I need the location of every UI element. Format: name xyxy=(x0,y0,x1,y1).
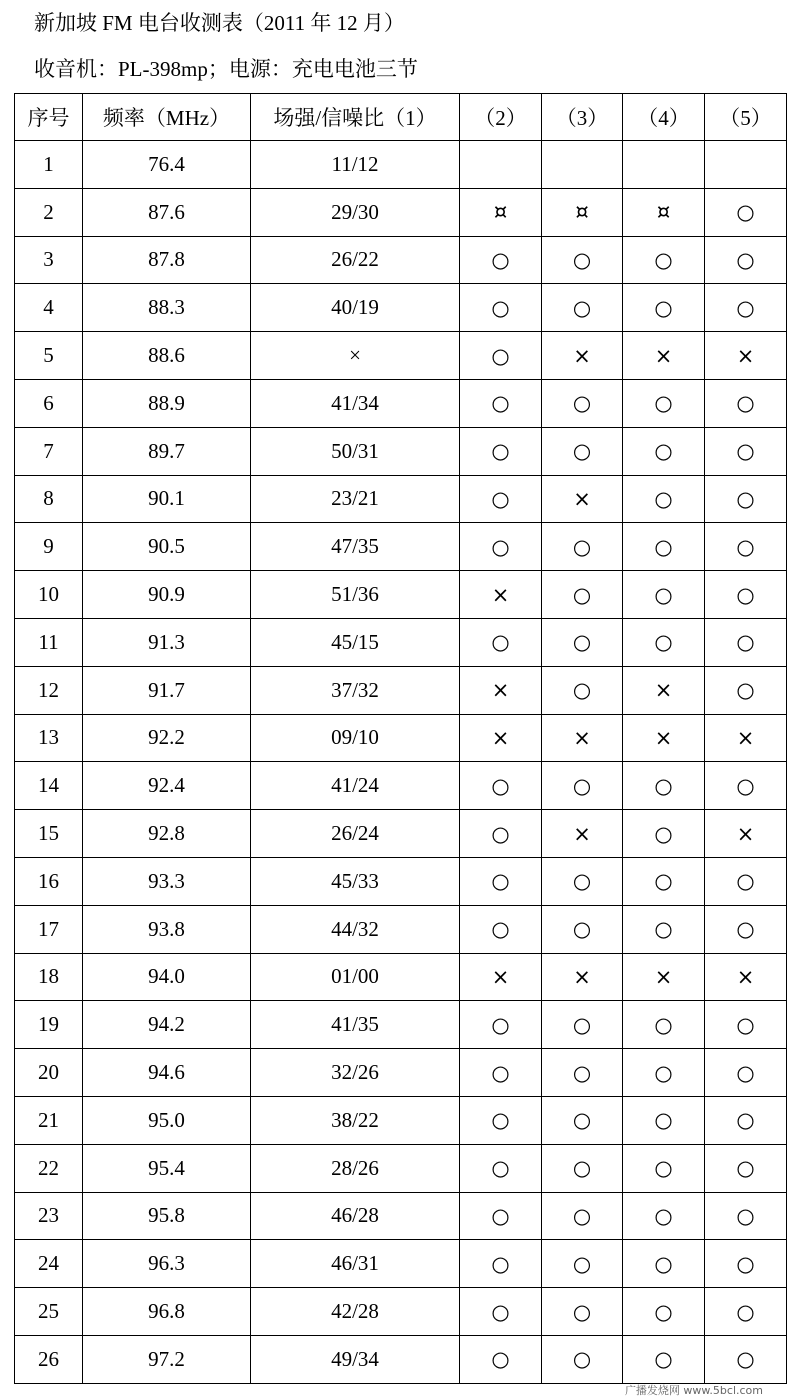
cell-frequency: 93.3 xyxy=(83,857,251,905)
cell-frequency: 95.4 xyxy=(83,1144,251,1192)
cell-col-5: ○ xyxy=(705,236,787,284)
cell-col-5: ○ xyxy=(705,1096,787,1144)
cell-col-5: ○ xyxy=(705,284,787,332)
cell-frequency: 87.8 xyxy=(83,236,251,284)
cell-signal-1: 40/19 xyxy=(251,284,460,332)
header-index: 序号 xyxy=(15,94,83,141)
cell-frequency: 94.6 xyxy=(83,1049,251,1097)
cell-col-3: ○ xyxy=(542,1192,623,1240)
cell-frequency: 96.3 xyxy=(83,1240,251,1288)
cell-col-3: × xyxy=(542,714,623,762)
cell-index: 2 xyxy=(15,188,83,236)
table-row xyxy=(15,762,787,810)
cell-frequency: 87.6 xyxy=(83,188,251,236)
cell-col-5: ○ xyxy=(705,1144,787,1192)
cell-col-5: ○ xyxy=(705,1049,787,1097)
cell-signal-1: 49/34 xyxy=(251,1335,460,1383)
cell-col-5: ○ xyxy=(705,1335,787,1383)
cell-signal-1: 44/32 xyxy=(251,905,460,953)
cell-frequency: 92.2 xyxy=(83,714,251,762)
cell-col-3: × xyxy=(542,332,623,380)
table-row xyxy=(15,810,787,858)
cell-signal-1: 42/28 xyxy=(251,1288,460,1336)
cell-col-3: ○ xyxy=(542,427,623,475)
table-row xyxy=(15,1240,787,1288)
cell-frequency: 96.8 xyxy=(83,1288,251,1336)
cell-col-2: ○ xyxy=(460,762,542,810)
cell-index: 5 xyxy=(15,332,83,380)
cell-signal-1: 23/21 xyxy=(251,475,460,523)
cell-col-5: ○ xyxy=(705,188,787,236)
cell-frequency: 90.5 xyxy=(83,523,251,571)
cell-index: 3 xyxy=(15,236,83,284)
cell-index: 17 xyxy=(15,905,83,953)
cell-index: 6 xyxy=(15,379,83,427)
cell-signal-1: 50/31 xyxy=(251,427,460,475)
cell-col-4: ○ xyxy=(623,810,705,858)
cell-col-5: ○ xyxy=(705,1240,787,1288)
table-row xyxy=(15,523,787,571)
cell-col-3: ○ xyxy=(542,1001,623,1049)
cell-frequency: 90.1 xyxy=(83,475,251,523)
cell-signal-1: 45/33 xyxy=(251,857,460,905)
cell-col-3: ○ xyxy=(542,236,623,284)
cell-col-5: ○ xyxy=(705,618,787,666)
cell-col-3: ○ xyxy=(542,379,623,427)
table-row xyxy=(15,1335,787,1383)
cell-col-4: ○ xyxy=(623,284,705,332)
table-row xyxy=(15,571,787,619)
cell-col-5: ○ xyxy=(705,379,787,427)
cell-col-2: ¤ xyxy=(460,188,542,236)
table-row xyxy=(15,1288,787,1336)
cell-index: 19 xyxy=(15,1001,83,1049)
cell-index: 15 xyxy=(15,810,83,858)
cell-frequency: 90.9 xyxy=(83,571,251,619)
cell-frequency: 95.0 xyxy=(83,1096,251,1144)
cell-col-4: × xyxy=(623,714,705,762)
header-frequency: 频率（MHz） xyxy=(83,94,251,141)
cell-col-3: ○ xyxy=(542,571,623,619)
table-row xyxy=(15,475,787,523)
cell-frequency: 94.2 xyxy=(83,1001,251,1049)
cell-col-4: ○ xyxy=(623,905,705,953)
cell-index: 13 xyxy=(15,714,83,762)
cell-col-5: ○ xyxy=(705,523,787,571)
cell-frequency: 94.0 xyxy=(83,953,251,1001)
table-row xyxy=(15,857,787,905)
cell-col-3: × xyxy=(542,810,623,858)
cell-frequency: 88.9 xyxy=(83,379,251,427)
cell-signal-1: 47/35 xyxy=(251,523,460,571)
cell-col-3: ○ xyxy=(542,1335,623,1383)
table-row xyxy=(15,1001,787,1049)
cell-col-2 xyxy=(460,141,542,189)
cell-frequency: 91.7 xyxy=(83,666,251,714)
cell-index: 9 xyxy=(15,523,83,571)
table-row xyxy=(15,666,787,714)
cell-index: 24 xyxy=(15,1240,83,1288)
cell-col-3 xyxy=(542,141,623,189)
cell-signal-1: 26/22 xyxy=(251,236,460,284)
table-row xyxy=(15,905,787,953)
cell-signal-1: 26/24 xyxy=(251,810,460,858)
cell-signal-1: 32/26 xyxy=(251,1049,460,1097)
cell-col-5: ○ xyxy=(705,857,787,905)
cell-col-3: ○ xyxy=(542,666,623,714)
cell-col-2: ○ xyxy=(460,905,542,953)
cell-signal-1: 46/28 xyxy=(251,1192,460,1240)
table-row xyxy=(15,1096,787,1144)
cell-col-3: ○ xyxy=(542,1049,623,1097)
cell-col-2: ○ xyxy=(460,475,542,523)
table-row xyxy=(15,141,787,189)
cell-signal-1: 11/12 xyxy=(251,141,460,189)
cell-col-5: × xyxy=(705,714,787,762)
table-header-row xyxy=(15,94,787,141)
cell-col-4: ○ xyxy=(623,1096,705,1144)
cell-col-3: × xyxy=(542,475,623,523)
cell-index: 20 xyxy=(15,1049,83,1097)
table-row xyxy=(15,618,787,666)
cell-signal-1: 01/00 xyxy=(251,953,460,1001)
cell-index: 1 xyxy=(15,141,83,189)
cell-col-3: ○ xyxy=(542,523,623,571)
cell-index: 26 xyxy=(15,1335,83,1383)
cell-col-2: ○ xyxy=(460,523,542,571)
cell-col-5: ○ xyxy=(705,905,787,953)
cell-col-3: ○ xyxy=(542,1096,623,1144)
cell-col-4: × xyxy=(623,666,705,714)
page-subtitle: 收音机：PL-398mp；电源：充电电池三节 xyxy=(34,57,418,81)
cell-index: 7 xyxy=(15,427,83,475)
cell-col-4: ○ xyxy=(623,571,705,619)
cell-col-4: ○ xyxy=(623,236,705,284)
cell-col-4: ○ xyxy=(623,857,705,905)
cell-col-5 xyxy=(705,141,787,189)
cell-col-2: ○ xyxy=(460,810,542,858)
header-col-5: （5） xyxy=(705,94,787,141)
cell-col-5: × xyxy=(705,953,787,1001)
table-row xyxy=(15,953,787,1001)
cell-col-5: ○ xyxy=(705,762,787,810)
cell-col-3: ○ xyxy=(542,1144,623,1192)
cell-col-5: ○ xyxy=(705,666,787,714)
table-row xyxy=(15,1192,787,1240)
cell-col-5: × xyxy=(705,810,787,858)
cell-col-3: ○ xyxy=(542,905,623,953)
cell-col-4: × xyxy=(623,332,705,380)
cell-col-5: ○ xyxy=(705,475,787,523)
table-row xyxy=(15,284,787,332)
cell-col-3: ○ xyxy=(542,762,623,810)
cell-col-3: ○ xyxy=(542,1288,623,1336)
cell-col-5: ○ xyxy=(705,571,787,619)
watermark: 广播发烧网 www.5bcl.com xyxy=(624,1384,763,1397)
cell-frequency: 88.6 xyxy=(83,332,251,380)
cell-col-3: ○ xyxy=(542,1240,623,1288)
cell-signal-1: 41/24 xyxy=(251,762,460,810)
cell-col-4: ○ xyxy=(623,523,705,571)
cell-index: 10 xyxy=(15,571,83,619)
table-row xyxy=(15,379,787,427)
cell-col-4: ○ xyxy=(623,1288,705,1336)
cell-col-4: ○ xyxy=(623,379,705,427)
table-row xyxy=(15,714,787,762)
cell-index: 14 xyxy=(15,762,83,810)
cell-col-3: × xyxy=(542,953,623,1001)
cell-col-3: ○ xyxy=(542,284,623,332)
cell-signal-1: 51/36 xyxy=(251,571,460,619)
cell-col-5: ○ xyxy=(705,1288,787,1336)
cell-col-2: ○ xyxy=(460,1144,542,1192)
table-body xyxy=(15,141,787,1384)
table-row xyxy=(15,1049,787,1097)
cell-col-4: ○ xyxy=(623,1192,705,1240)
cell-signal-1: 29/30 xyxy=(251,188,460,236)
cell-col-2: ○ xyxy=(460,1192,542,1240)
cell-col-2: ○ xyxy=(460,379,542,427)
cell-col-3: ○ xyxy=(542,857,623,905)
cell-col-2: × xyxy=(460,666,542,714)
cell-col-4: ¤ xyxy=(623,188,705,236)
cell-frequency: 92.4 xyxy=(83,762,251,810)
cell-col-2: ○ xyxy=(460,1049,542,1097)
cell-frequency: 88.3 xyxy=(83,284,251,332)
cell-col-4: ○ xyxy=(623,475,705,523)
cell-signal-1: 41/35 xyxy=(251,1001,460,1049)
table-row xyxy=(15,236,787,284)
cell-col-5: ○ xyxy=(705,1001,787,1049)
cell-col-5: ○ xyxy=(705,1192,787,1240)
cell-index: 22 xyxy=(15,1144,83,1192)
cell-col-2: ○ xyxy=(460,332,542,380)
header-col-4: （4） xyxy=(623,94,705,141)
cell-col-2: ○ xyxy=(460,857,542,905)
reception-table xyxy=(14,93,787,1384)
cell-index: 4 xyxy=(15,284,83,332)
cell-col-2: ○ xyxy=(460,1335,542,1383)
table-row xyxy=(15,1144,787,1192)
cell-col-2: ○ xyxy=(460,236,542,284)
table-row xyxy=(15,188,787,236)
cell-frequency: 92.8 xyxy=(83,810,251,858)
cell-col-2: ○ xyxy=(460,284,542,332)
cell-col-4: ○ xyxy=(623,1335,705,1383)
cell-frequency: 93.8 xyxy=(83,905,251,953)
cell-col-3: ¤ xyxy=(542,188,623,236)
cell-col-2: × xyxy=(460,571,542,619)
cell-col-4: ○ xyxy=(623,1144,705,1192)
cell-col-4: × xyxy=(623,953,705,1001)
cell-col-2: × xyxy=(460,953,542,1001)
cell-signal-1: 45/15 xyxy=(251,618,460,666)
cell-signal-1: 41/34 xyxy=(251,379,460,427)
page-title: 新加坡 FM 电台收测表（2011 年 12 月） xyxy=(34,11,405,35)
cell-index: 12 xyxy=(15,666,83,714)
cell-index: 23 xyxy=(15,1192,83,1240)
cell-index: 18 xyxy=(15,953,83,1001)
cell-frequency: 76.4 xyxy=(83,141,251,189)
cell-index: 11 xyxy=(15,618,83,666)
header-col-3: （3） xyxy=(542,94,623,141)
cell-col-2: ○ xyxy=(460,1096,542,1144)
cell-col-2: ○ xyxy=(460,618,542,666)
cell-signal-1: 38/22 xyxy=(251,1096,460,1144)
cell-signal-1: 09/10 xyxy=(251,714,460,762)
cell-frequency: 91.3 xyxy=(83,618,251,666)
cell-frequency: 95.8 xyxy=(83,1192,251,1240)
cell-frequency: 89.7 xyxy=(83,427,251,475)
cell-col-4: ○ xyxy=(623,762,705,810)
cell-signal-1: 37/32 xyxy=(251,666,460,714)
cell-signal-1: × xyxy=(251,332,460,380)
cell-col-2: ○ xyxy=(460,427,542,475)
cell-index: 25 xyxy=(15,1288,83,1336)
cell-index: 8 xyxy=(15,475,83,523)
cell-col-4: ○ xyxy=(623,618,705,666)
cell-signal-1: 46/31 xyxy=(251,1240,460,1288)
table-row xyxy=(15,332,787,380)
cell-col-2: ○ xyxy=(460,1001,542,1049)
cell-index: 21 xyxy=(15,1096,83,1144)
cell-col-2: ○ xyxy=(460,1288,542,1336)
header-signal-1: 场强/信噪比（1） xyxy=(251,94,460,141)
table-row xyxy=(15,427,787,475)
cell-col-2: ○ xyxy=(460,1240,542,1288)
cell-col-5: ○ xyxy=(705,427,787,475)
cell-col-3: ○ xyxy=(542,618,623,666)
cell-col-4: ○ xyxy=(623,1240,705,1288)
header-col-2: （2） xyxy=(460,94,542,141)
cell-index: 16 xyxy=(15,857,83,905)
cell-col-5: × xyxy=(705,332,787,380)
cell-col-4 xyxy=(623,141,705,189)
cell-frequency: 97.2 xyxy=(83,1335,251,1383)
cell-col-4: ○ xyxy=(623,1001,705,1049)
cell-col-2: × xyxy=(460,714,542,762)
cell-col-4: ○ xyxy=(623,427,705,475)
cell-signal-1: 28/26 xyxy=(251,1144,460,1192)
cell-col-4: ○ xyxy=(623,1049,705,1097)
